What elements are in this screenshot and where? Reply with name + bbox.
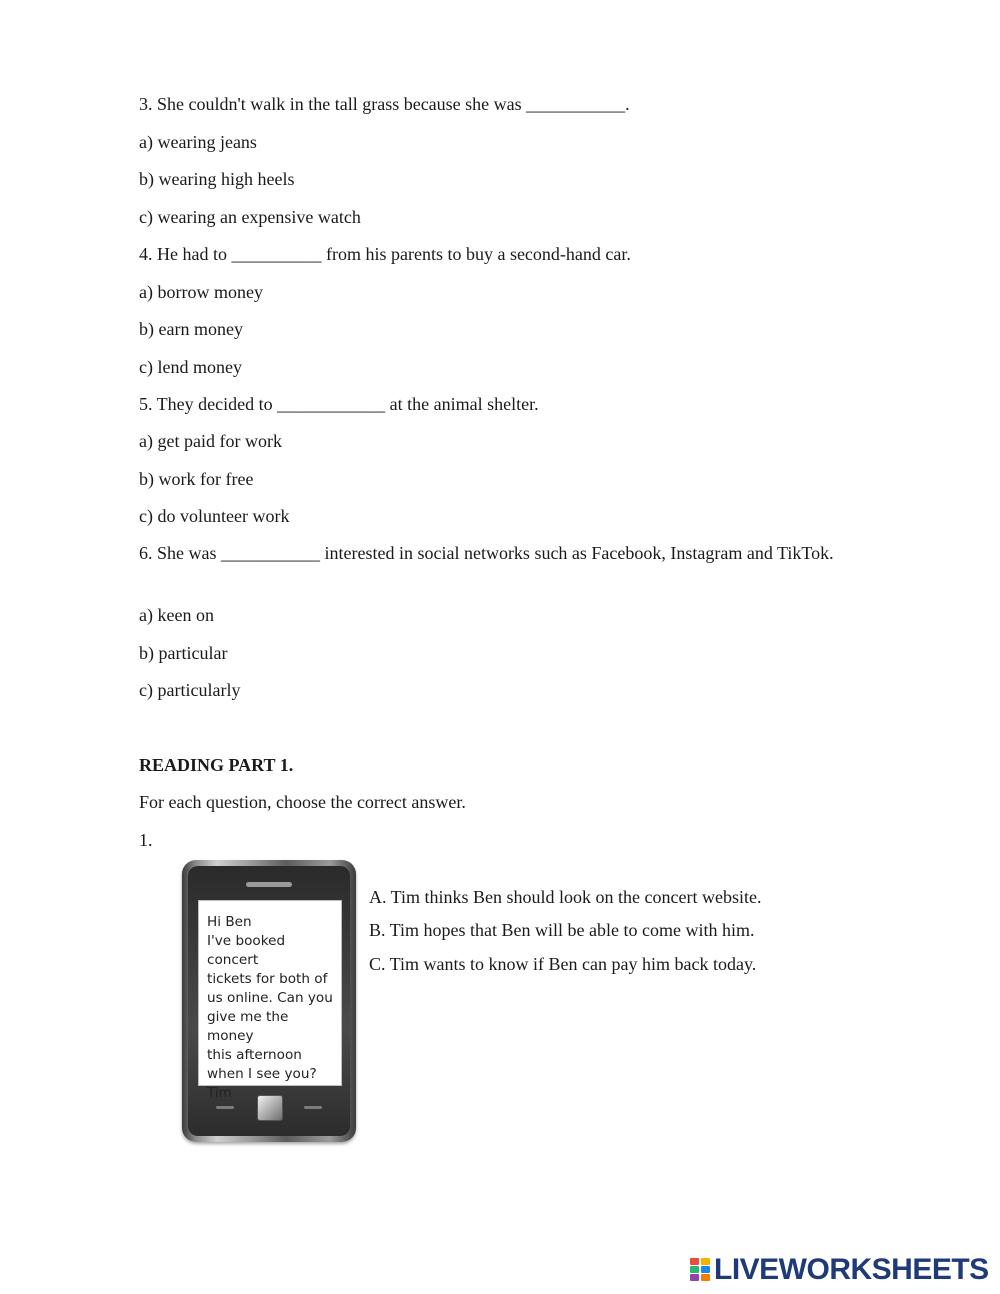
question-6-stem: 6. She was ___________ interested in social networks such as Facebook, Instagram and TikTok.	[139, 543, 834, 563]
question-3-stem: 3. She couldn't walk in the tall grass because she was ___________.	[139, 94, 630, 114]
phone-soft-key-right	[304, 1106, 322, 1109]
option-4c: c) lend money	[139, 357, 242, 377]
reading-instruction: For each question, choose the correct answer.	[139, 792, 466, 812]
logo-blocks-icon	[690, 1258, 710, 1282]
phone-soft-key-left	[216, 1106, 234, 1109]
logo-block	[690, 1266, 699, 1273]
option-6a: a) keen on	[139, 605, 214, 625]
phone-body	[188, 866, 350, 1136]
option-3a: a) wearing jeans	[139, 132, 257, 152]
logo-text: LIVEWORKSHEETS	[714, 1253, 989, 1286]
reading-item-number: 1.	[139, 830, 153, 850]
phone-home-button	[257, 1095, 283, 1121]
option-4a: a) borrow money	[139, 282, 263, 302]
answer-option-a: A. Tim thinks Ben should look on the concert website.	[369, 887, 762, 907]
answer-option-c: C. Tim wants to know if Ben can pay him back today.	[369, 954, 757, 974]
question-5-stem: 5. They decided to ____________ at the animal shelter.	[139, 394, 539, 414]
option-5c: c) do volunteer work	[139, 506, 290, 526]
option-4b: b) earn money	[139, 319, 243, 339]
option-6c: c) particularly	[139, 680, 241, 700]
text-message: Hi Ben I've booked concert tickets for both of us online. Can you give me the money this afternoon when I see you? Tim	[207, 914, 333, 1101]
option-3b: b) wearing high heels	[139, 169, 295, 189]
phone-illustration	[182, 860, 356, 1142]
option-5a: a) get paid for work	[139, 431, 282, 451]
logo-block	[701, 1258, 710, 1265]
logo-block	[690, 1274, 699, 1281]
question-4-stem: 4. He had to __________ from his parents to buy a second-hand car.	[139, 244, 631, 264]
reading-heading: READING PART 1.	[139, 755, 294, 775]
logo-block	[690, 1258, 699, 1265]
logo-block	[701, 1274, 710, 1281]
phone-speaker	[246, 882, 292, 887]
answer-option-b: B. Tim hopes that Ben will be able to come with him.	[369, 920, 755, 940]
option-6b: b) particular	[139, 643, 228, 663]
option-3c: c) wearing an expensive watch	[139, 207, 361, 227]
phone-screen	[198, 900, 342, 1101]
logo-block	[701, 1266, 710, 1273]
option-5b: b) work for free	[139, 469, 254, 489]
liveworksheets-logo	[690, 1254, 989, 1286]
